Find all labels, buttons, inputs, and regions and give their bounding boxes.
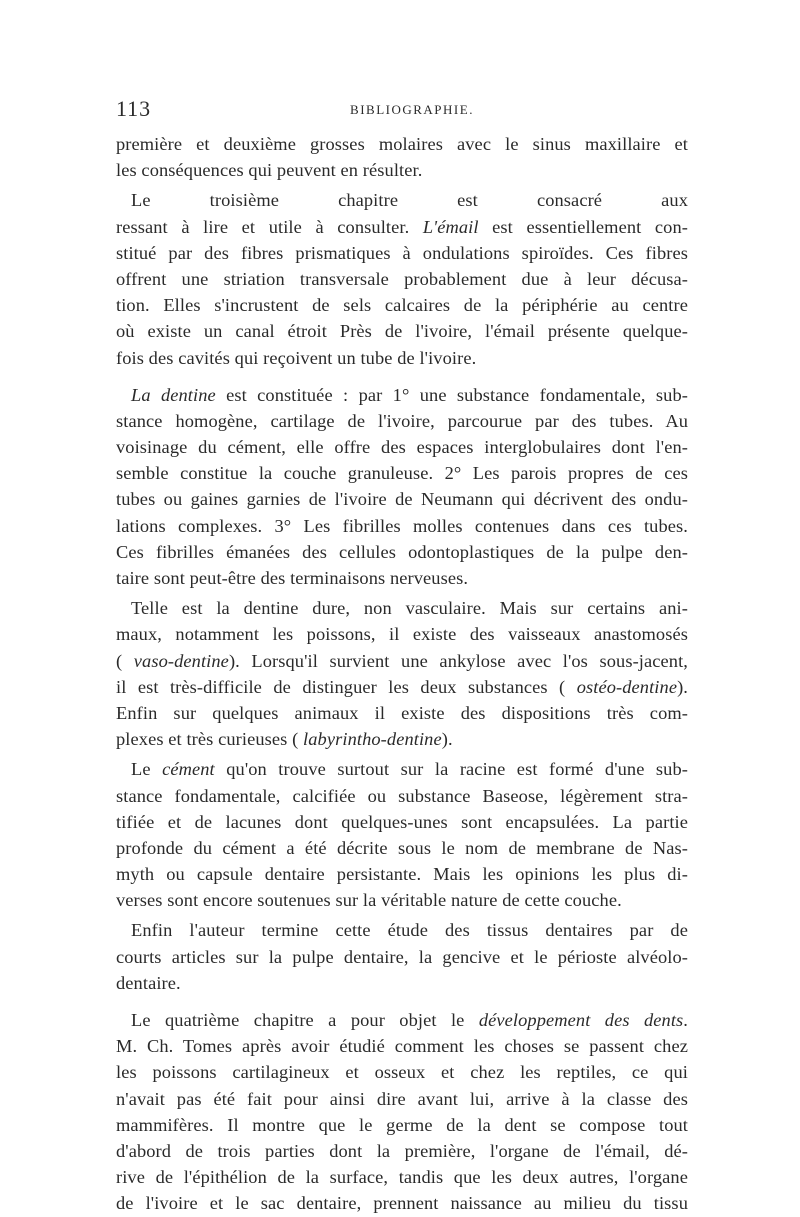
text-line: mammifères. Il montre que le germe de la dent se compose tout [116, 1114, 688, 1135]
text-line: ressant à lire et utile à consulter. L'émail est essentiellement con- [116, 216, 688, 237]
text-line: Le cément qu'on trouve surtout sur la racine est formé d'une sub- [131, 759, 689, 780]
paragraph [116, 187, 688, 370]
text-line: rive de l'épithélion de la surface, tandis que les deux autres, l'organe [116, 1167, 688, 1188]
text-line: où existe un canal étroit Près de l'ivoire, l'émail présente quelque- [116, 321, 688, 342]
text-line: semble constitue la couche granuleuse. 2° Les parois propres de ces [116, 463, 688, 484]
text-line: verses sont encore soutenues sur la véritable nature de cette couche. [116, 890, 622, 911]
text-line: Ces fibrilles émanées des cellules odontoplastiques de la pulpe den- [116, 541, 688, 562]
paragraph [116, 595, 688, 752]
paragraph [116, 382, 688, 592]
text-line: tubes ou gaines garnies de l'ivoire de Neumann qui décrivent des ondu- [116, 489, 688, 510]
italic-term: L'émail [422, 216, 479, 237]
paragraph [116, 131, 688, 183]
text-line: dentaire. [116, 972, 181, 993]
text-line: voisinage du cément, elle offre des espaces interglobulaires dont l'en- [116, 437, 688, 458]
text-line: d'abord de trois parties dont la première, l'organe de l'émail, dé- [116, 1140, 688, 1161]
text-line: M. Ch. Tomes après avoir étudié comment les choses se passent chez [116, 1036, 688, 1057]
text-line: Enfin sur quelques animaux il existe des dispositions très com- [116, 702, 688, 723]
text-line: taire sont peut-être des terminaisons nerveuses. [116, 568, 469, 588]
text-line: fois des cavités qui reçoivent un tube de l'ivoire. [116, 347, 477, 368]
text-line: stitué par des fibres prismatiques à ondulations spiroïdes. Ces fibres [116, 242, 688, 263]
text-line: il est très-difficile de distinguer les deux substances ( ostéo-dentine). [116, 676, 688, 697]
text-line: n'avait pas été fait pour ainsi dire avant lui, arrive à la classe des [116, 1088, 688, 1109]
text-line: les conséquences qui peuvent en résulter. [116, 160, 423, 181]
paragraph [116, 1007, 688, 1217]
paragraph [116, 917, 688, 996]
text-line: offrent une striation transversale probablement due à leur décusa- [116, 268, 688, 289]
text-line: tifiée et de lacunes dont quelques-unes sont encapsulées. La partie [116, 811, 688, 832]
italic-term: ostéo-dentine [576, 676, 678, 697]
italic-term: labyrintho-dentine [303, 729, 442, 750]
text-line: Le troisième chapitre est consacré aux [131, 190, 688, 211]
italic-term: développement des dents [478, 1010, 684, 1030]
text-line: La dentine est constituée : par 1° une substance fondamentale, sub- [131, 384, 689, 405]
italic-term: La dentine [131, 384, 216, 405]
italic-term: cément [162, 759, 215, 780]
text-line: maux, notamment les poissons, il existe des vaisseaux anastomosés [116, 624, 688, 645]
text-line: Enfin l'auteur termine cette étude des tissus dentaires par de [131, 920, 688, 941]
text-line: ( vaso-dentine). Lorsqu'il survient une ankylose avec l'os sous-jacent, [116, 650, 689, 671]
text-line: lations complexes. 3° Les fibrilles molles contenues dans ces tubes. [116, 515, 688, 536]
text-line: Telle est la dentine dure, non vasculaire. Mais sur certains ani- [131, 598, 688, 619]
text-line: les poissons cartilagineux et osseux et chez les reptiles, ce qui [116, 1062, 688, 1083]
text-line: plexes et très curieuses ( labyrintho-dentine). [116, 729, 453, 750]
paragraph [116, 756, 688, 913]
page-header [116, 96, 688, 122]
text-line: de l'ivoire et le sac dentaire, prennent naissance au milieu du tissu [116, 1193, 688, 1214]
text-line: Le quatrième chapitre a pour objet le développement des dents. [131, 1010, 688, 1030]
body-text [116, 131, 688, 1217]
running-head: BIBLIOGRAPHIE. [350, 102, 474, 117]
text-line: myth ou capsule dentaire persistante. Mais les opinions les plus di- [116, 864, 688, 885]
text-line: stance homogène, cartilage de l'ivoire, parcourue par des tubes. Au [116, 410, 688, 431]
text-line: stance fondamentale, calcifiée ou substance Baseose, légèrement stra- [116, 785, 688, 806]
text-line: première et deuxième grosses molaires avec le sinus maxillaire et [116, 134, 688, 154]
page-number: 113 [116, 96, 152, 121]
italic-term: vaso-dentine [133, 650, 229, 671]
text-line: profonde du cément a été décrite sous le nom de membrane de Nas- [116, 837, 688, 858]
text-line: courts articles sur la pulpe dentaire, la gencive et le périoste alvéolo- [116, 946, 688, 967]
text-line: tion. Elles s'incrustent de sels calcaires de la périphérie au centre [116, 295, 688, 316]
